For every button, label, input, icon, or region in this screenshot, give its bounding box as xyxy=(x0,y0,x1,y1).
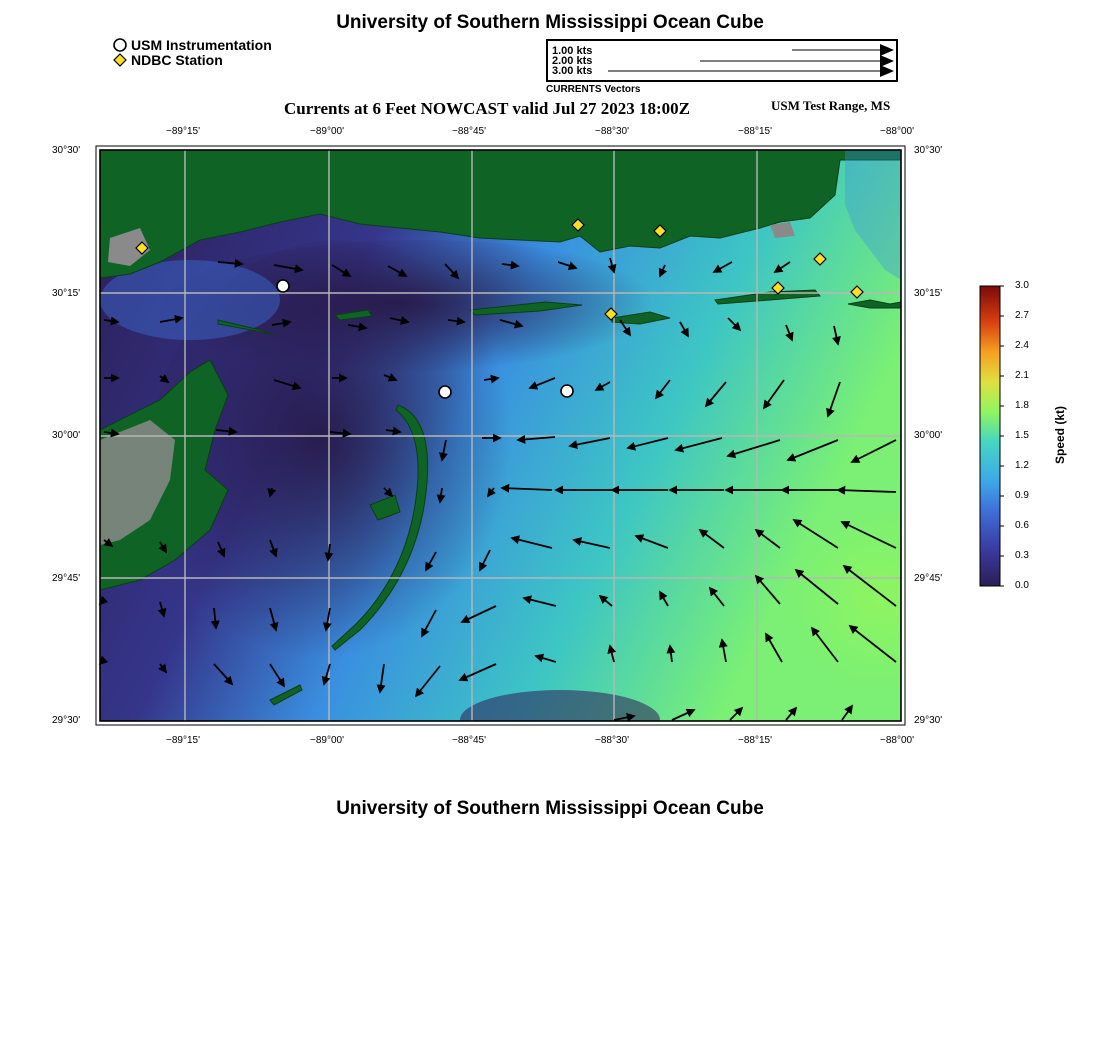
current-map xyxy=(92,142,910,730)
vector-scale-arrows xyxy=(548,41,896,80)
colorbar-tick: 3.0 xyxy=(1015,280,1029,291)
left-lat-tick: 30°15' xyxy=(52,288,81,299)
colorbar-tick: 0.9 xyxy=(1015,490,1029,501)
usm-station-marker xyxy=(561,385,573,397)
bottom-lon-tick: −89°00' xyxy=(310,735,344,746)
vectors-caption: CURRENTS Vectors xyxy=(546,84,641,95)
left-lat-tick: 30°00' xyxy=(52,430,81,441)
top-lon-tick: −88°30' xyxy=(595,126,629,137)
bottom-lon-tick: −88°30' xyxy=(595,735,629,746)
left-lat-tick: 29°30' xyxy=(52,715,81,726)
bottom-lon-tick: −88°15' xyxy=(738,735,772,746)
right-lat-tick: 29°45' xyxy=(914,573,943,584)
region-label: USM Test Range, MS xyxy=(771,98,891,113)
vector-scale-label-2: 2.00 kts xyxy=(552,55,593,67)
top-lon-tick: −88°45' xyxy=(452,126,486,137)
footer-title: University of Southern Mississippi Ocean Cube xyxy=(336,798,764,819)
right-lat-tick: 30°15' xyxy=(914,288,943,299)
bottom-lon-tick: −88°00' xyxy=(880,735,914,746)
colorbar-tick: 1.5 xyxy=(1015,430,1029,441)
vector-scale-label-3: 3.00 kts xyxy=(552,65,593,77)
right-lat-tick: 30°00' xyxy=(914,430,943,441)
legend-ndbc xyxy=(113,52,223,68)
colorbar-tick: 1.2 xyxy=(1015,460,1029,471)
left-lat-tick: 29°45' xyxy=(52,573,81,584)
map-subtitle: Currents at 6 Feet NOWCAST valid Jul 27 2023 18:00Z xyxy=(284,99,690,118)
bottom-lon-tick: −88°45' xyxy=(452,735,486,746)
left-lat-tick: 30°30' xyxy=(52,145,81,156)
vector-scale-label-1: 1.00 kts xyxy=(552,45,593,57)
bottom-lon-tick: −89°15' xyxy=(166,735,200,746)
usm-station-marker xyxy=(277,280,289,292)
usm-station-marker xyxy=(439,386,451,398)
top-lon-tick: −88°15' xyxy=(738,126,772,137)
colorbar-tick: 2.7 xyxy=(1015,310,1029,321)
legend-usm xyxy=(113,37,272,53)
usm-instrument-marker-icon xyxy=(113,38,127,52)
colorbar-tick: 0.3 xyxy=(1015,550,1029,561)
legend-ndbc-label: NDBC Station xyxy=(131,52,223,68)
top-lon-tick: −88°00' xyxy=(880,126,914,137)
vector-scale-box xyxy=(546,39,898,82)
colorbar-tick: 0.0 xyxy=(1015,580,1029,591)
colorbar-tick: 2.4 xyxy=(1015,340,1029,351)
page-title: University of Southern Mississippi Ocean Cube xyxy=(336,12,764,33)
colorbar-tick: 0.6 xyxy=(1015,520,1029,531)
right-lat-tick: 30°30' xyxy=(914,145,943,156)
legend-usm-label: USM Instrumentation xyxy=(131,37,272,53)
colorbar-tick: 2.1 xyxy=(1015,370,1029,381)
top-lon-tick: −89°15' xyxy=(166,126,200,137)
colorbar-label: Speed (kt) xyxy=(1053,406,1067,465)
colorbar-tick: 1.8 xyxy=(1015,400,1029,411)
speed-colorbar xyxy=(972,280,1012,592)
ndbc-station-marker-icon xyxy=(113,53,127,67)
right-lat-tick: 29°30' xyxy=(914,715,943,726)
top-lon-tick: −89°00' xyxy=(310,126,344,137)
